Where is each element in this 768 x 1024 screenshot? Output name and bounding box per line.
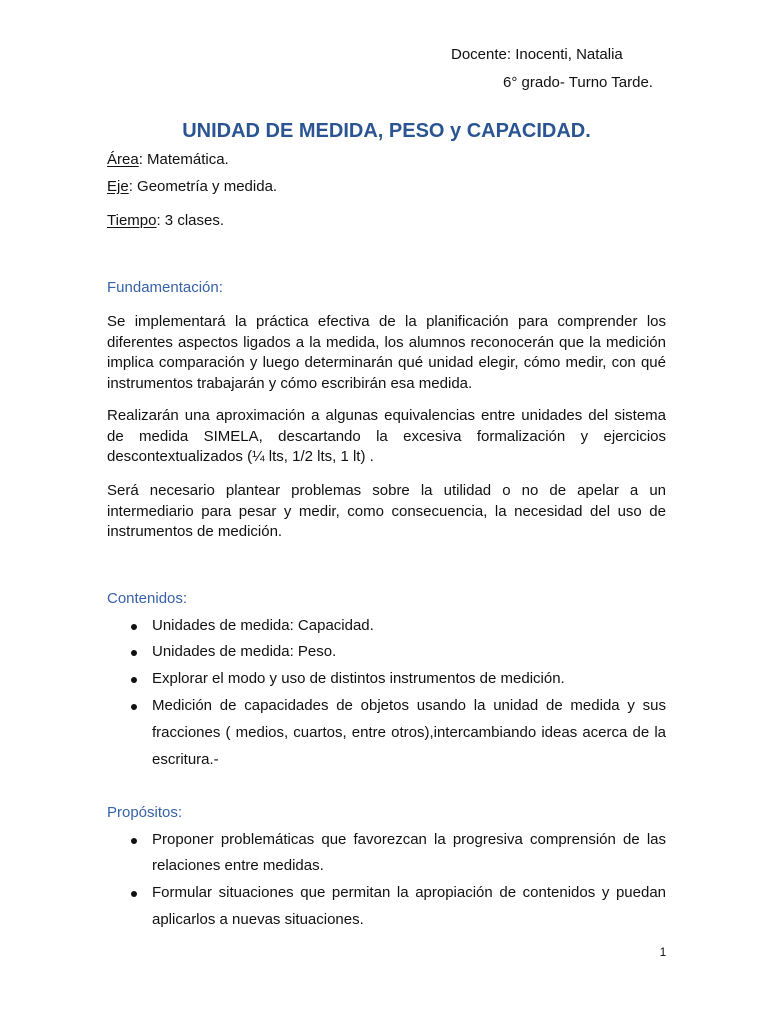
list-item-text: Explorar el modo y uso de distintos instrumentos de medición.: [152, 670, 565, 688]
bullet-icon: [131, 891, 137, 897]
bullet-icon: [131, 704, 137, 710]
teacher-name: Docente: Inocenti, Natalia: [451, 46, 623, 63]
bullet-icon: [131, 677, 137, 683]
purposes-list: [107, 827, 666, 934]
contents-heading: Contenidos:: [107, 590, 188, 607]
time-value: : 3 clases.: [156, 212, 224, 229]
list-item: [107, 693, 666, 773]
list-item-text: Unidades de medida: Peso.: [152, 643, 337, 661]
grade-and-shift: 6° grado- Turno Tarde.: [503, 74, 653, 91]
contents-list: [107, 613, 666, 774]
list-item: [107, 880, 666, 933]
purposes-heading: Propósitos:: [107, 804, 183, 821]
rationale-paragraph: Realizarán una aproximación a algunas equivalencias entre unidades del sistema de medida SIMELA, descartando la excesiva formalización y ejercicios descontextualizados (¼ lts, 1/2 lts, 1 lt) .: [107, 407, 666, 466]
page-number: 1: [659, 945, 667, 959]
bullet-icon: [131, 650, 137, 656]
rationale-paragraph: Será necesario plantear problemas sobre la utilidad o no de apelar a un intermediario para pesar y medir, como consecuencia, la necesidad del uso de instrumentos de medición.: [107, 482, 666, 541]
list-item: [107, 827, 666, 880]
axis-value: : Geometría y medida.: [128, 178, 278, 195]
rationale-heading: Fundamentación:: [107, 279, 223, 296]
list-item-text: Medición de capacidades de objetos usando la unidad de medida y sus fracciones ( medios, cuartos, entre otros),intercambiando ideas acerca de la escritura.-: [152, 696, 666, 768]
list-item: [107, 666, 666, 693]
bullet-icon: [131, 838, 137, 844]
list-item: [107, 613, 666, 640]
area-value: : Matemática.: [138, 151, 229, 168]
time-label: Tiempo: [107, 212, 157, 229]
document-title: UNIDAD DE MEDIDA, PESO y CAPACIDAD.: [182, 120, 591, 142]
list-item-text: Unidades de medida: Capacidad.: [152, 616, 374, 634]
list-item-text: Proponer problemáticas que favorezcan la progresiva comprensión de las relaciones entre medidas.: [152, 830, 666, 875]
time-row: [107, 211, 224, 231]
list-item: [107, 639, 666, 666]
area-row: [107, 150, 229, 170]
rationale-paragraph: Se implementará la práctica efectiva de la planificación para comprender los diferentes aspectos ligados a la medida, los alumnos reconocerán que la medición implica comparación y luego determinarán qué unidad elegir, cómo medir, con qué instrumentos trabajarán y cómo escribirán esa medida.: [107, 313, 666, 392]
list-item-text: Formular situaciones que permitan la apropiación de contenidos y puedan aplicarlos a nuevas situaciones.: [152, 884, 666, 928]
axis-label: Eje: [107, 178, 129, 195]
bullet-icon: [131, 624, 137, 630]
area-label: Área: [107, 151, 139, 168]
axis-row: [107, 177, 277, 197]
